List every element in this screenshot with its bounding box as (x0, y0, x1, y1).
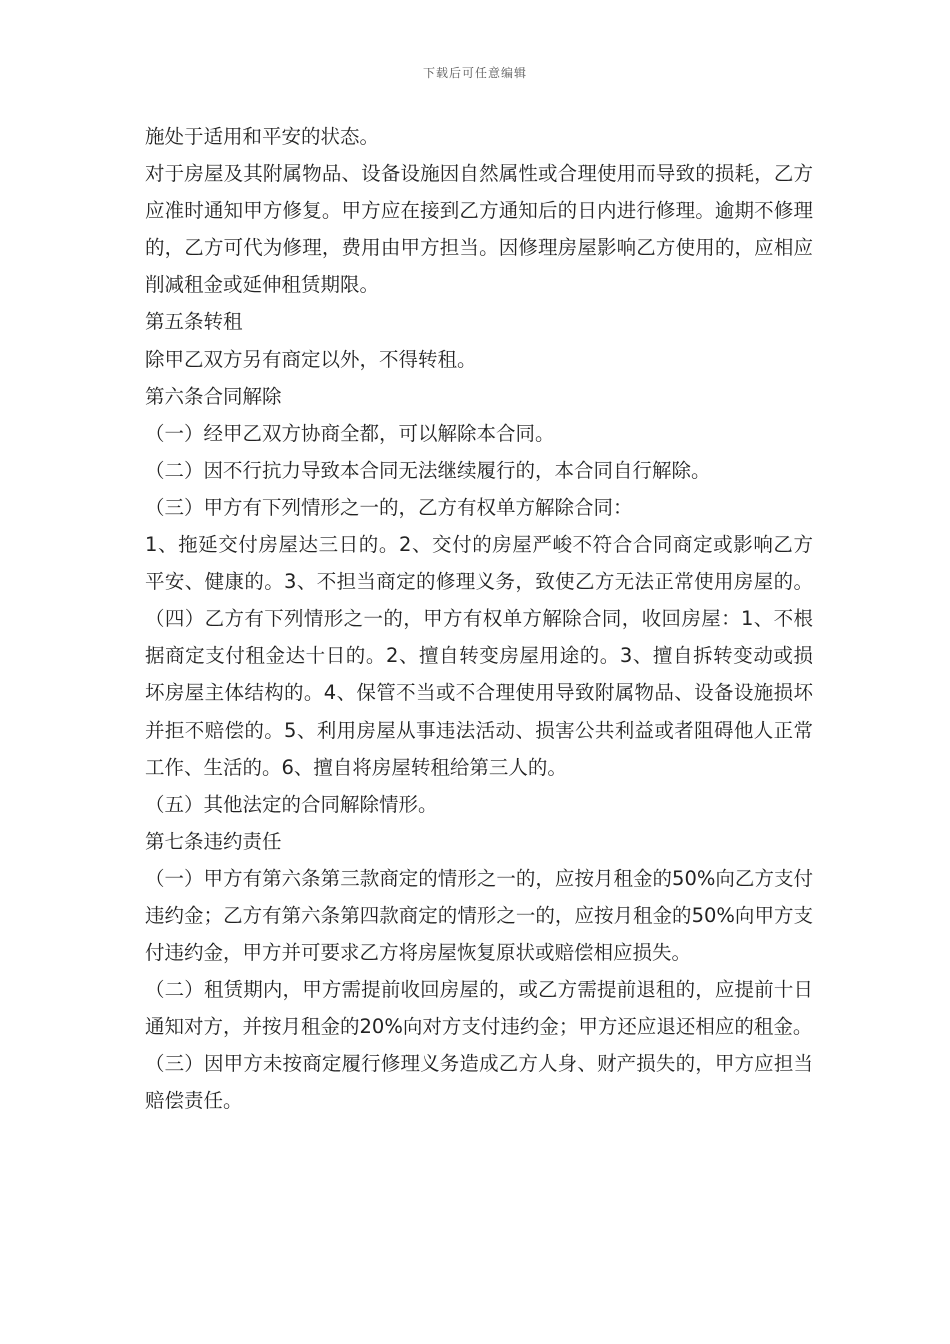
section-heading-7: 第七条违约责任 (145, 829, 282, 853)
clause-7-1: （一）甲方有第六条第三款商定的情形之一的，应按月租金的50%向乙方支付违约金；乙方有第六条第四款商定的情形之一的，应按月租金的50%向甲方支付违约金，甲方并可要求乙方将房屋恢复原状或赔偿相应损失。 (145, 866, 813, 965)
clause-7-2: （二）租赁期内，甲方需提前收回房屋的，或乙方需提前退租的，应提前十日通知对方，并按月租金的20%向对方支付违约金；甲方还应退还相应的租金。 (145, 978, 813, 1039)
clause-6-2: （二）因不行抗力导致本合同无法继续履行的，本合同自行解除。 (145, 458, 711, 482)
paragraph-1: 施处于适用和平安的状态。 (145, 125, 380, 148)
section-heading-5: 第五条转租 (145, 310, 243, 334)
clause-7-3: （三）因甲方未按商定履行修理义务造成乙方人身、财产损失的，甲方应担当赔偿责任。 (145, 1052, 813, 1113)
clause-6-3-items: 1、拖延交付房屋达三日的。2、交付的房屋严峻不符合合同商定或影响乙方平安、健康的。3、不担当商定的修理义务，致使乙方无法正常使用房屋的。（四）乙方有下列情形之一的，甲方有权单方解除合同，收回房屋：1、不根据商定支付租金达十日的。2、擅自转变房屋用途的。3、擅自拆转变动或损坏房屋主体结构的。4、保管不当或不合理使用导致附属物品、设备设施损坏并拒不赔偿的。5、利用房屋从事违法活动、损害公共利益或者阻碍他人正常工作、生活的。6、擅自将房屋转租给第三人的。 (145, 533, 813, 779)
clause-6-5: （五）其他法定的合同解除情形。 (145, 792, 438, 816)
document-body (145, 118, 813, 1120)
page-header: 下载后可任意编辑 (422, 66, 527, 80)
paragraph-2: 对于房屋及其附属物品、设备设施因自然属性或合理使用而导致的损耗，乙方应准时通知甲方修复。甲方应在接到乙方通知后的日内进行修理。逾期不修理的，乙方可代为修理，费用由甲方担当。因修理房屋影响乙方使用的，应相应削减租金或延伸租赁期限。 (145, 162, 813, 297)
clause-6-3: （三）甲方有下列情形之一的，乙方有权单方解除合同： (145, 495, 633, 519)
paragraph-3: 除甲乙双方另有商定以外，不得转租。 (145, 347, 477, 371)
clause-6-1: （一）经甲乙双方协商全都，可以解除本合同。 (145, 421, 555, 445)
section-heading-6: 第六条合同解除 (145, 384, 282, 408)
